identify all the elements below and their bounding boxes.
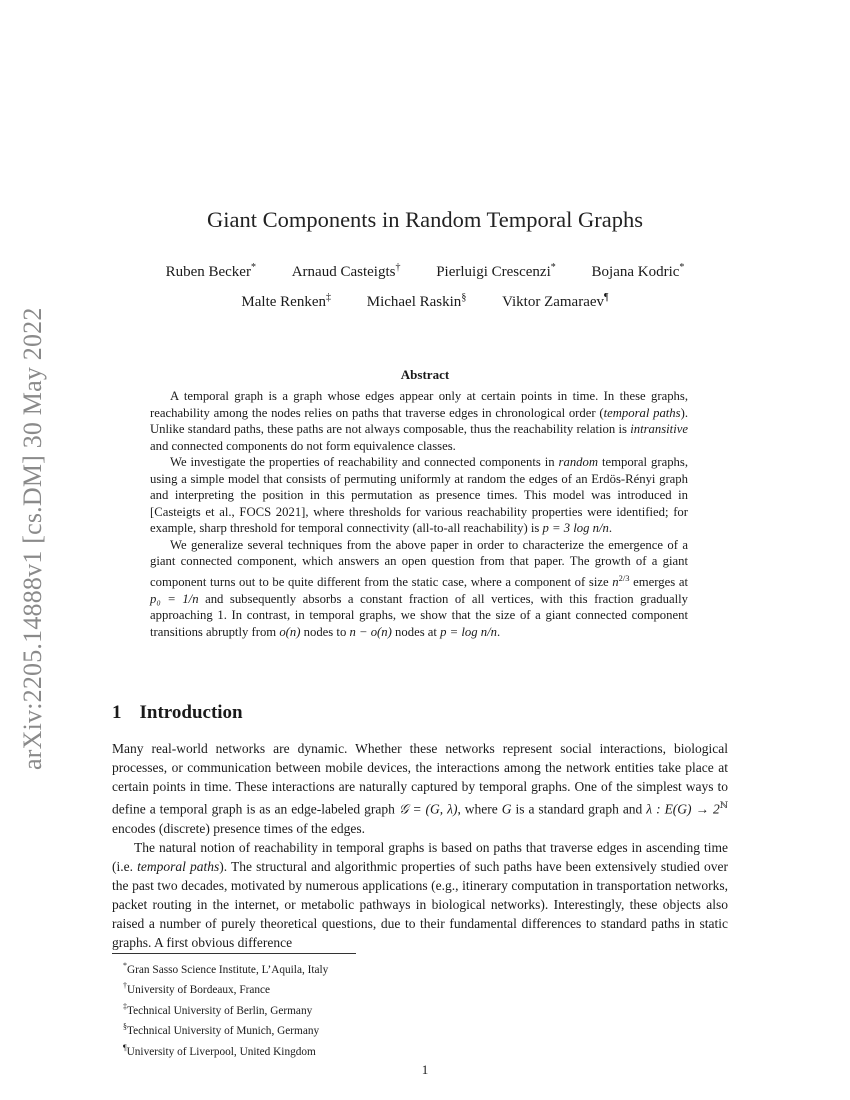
author: Ruben Becker* [165,262,256,280]
author: Viktor Zamaraev¶ [502,292,609,310]
intro-paragraph: Many real-world networks are dynamic. Whether these networks represent social interactions, biological processes, or communication between mobile devices, the interactions among the network entities take place at certain points in time. These interactions are naturally captured by temporal graphs. One of the simplest ways to define a temporal graph is as an edge-labeled graph 𝒢 = (G, λ), where G is a standard graph and λ : $E(G) \to 2^ℕ$ encodes (discrete) presence times of the edges. [112,741,728,836]
abstract-paragraph: We generalize several techniques from the above paper in order to characterize the emergence of a giant connected component, which answers an open question from that paper. The growth of a giant component turns out to be quite different from the static case, where a component of size $n^{2/3}$ emerges at p₀ = 1/n and subsequently absorbs a constant fraction of all vertices, with this fraction gradually approaching 1. In contrast, in temporal graphs, we show that the size of a giant connected component transitions abruptly from o(n) nodes to n − o(n) nodes at p = log n/n. [150,537,689,639]
author: Pierluigi Crescenzi* [436,262,556,280]
abstract-paragraph: A temporal graph is a graph whose edges appear only at certain points in time. In these graphs, reachability among the nodes relies on paths that traverse edges in chronological order (temporal paths). Unlike standard paths, these paths are not always composable, thus the reachability relation is intransitive and connected components do not form equivalence classes. [150,389,688,453]
author: Michael Raskin§ [366,292,467,310]
footnote: ¶University of Liverpool, United Kingdom [123,1042,316,1058]
page-number: 1 [421,1062,429,1077]
authors-row-1 [0,262,850,281]
footnote: †University of Bordeaux, France [123,981,271,997]
section-heading: 1 Introduction [112,702,243,723]
arxiv-stamp: arXiv:2205.14888v1 [cs.DM] 30 May 2022 [18,307,47,770]
footnote-rule [112,953,356,954]
author: Bojana Kodric* [591,262,685,280]
intro-body [112,739,728,953]
footnote: *Gran Sasso Science Institute, L’Aquila, Italy [123,961,329,976]
author: Malte Renken‡ [241,292,331,310]
abstract-heading: Abstract [400,367,450,382]
footnote: ‡Technical University of Berlin, Germany [123,1001,313,1017]
abstract [150,388,688,640]
paper-title: Giant Components in Random Temporal Graphs [206,207,644,232]
footnotes [123,958,328,1060]
footnote: §Technical University of Munich, Germany [123,1022,320,1038]
author: Arnaud Casteigts† [291,262,401,280]
abstract-paragraph: We investigate the properties of reachability and connected components in random temporal graphs, using a simple model that consists of permuting uniformly at random the edges of an Erdös-Rényi graph and interpreting the position in this permutation as presence times. This model was introduced in [Casteigts et al., FOCS 2021], where thresholds for various reachability properties were identified; for example, sharp threshold for temporal connectivity (all-to-all reachability) is p = 3 log n/n. [150,455,688,536]
authors-row-2 [0,292,850,311]
intro-paragraph: The natural notion of reachability in temporal graphs is based on paths that traverse edges in ascending time (i.e. temporal paths). The structural and algorithmic properties of such paths have been extensively studied over the past two decades, motivated by numerous applications (e.g., itinerary computation in transportation networks, packet routing in the internet, or metabolic pathways in biological networks). Interestingly, these objects also raised a number of purely theoretical questions, due to their fundamental differences to standard paths in static graphs. A first obvious difference [112,839,728,951]
